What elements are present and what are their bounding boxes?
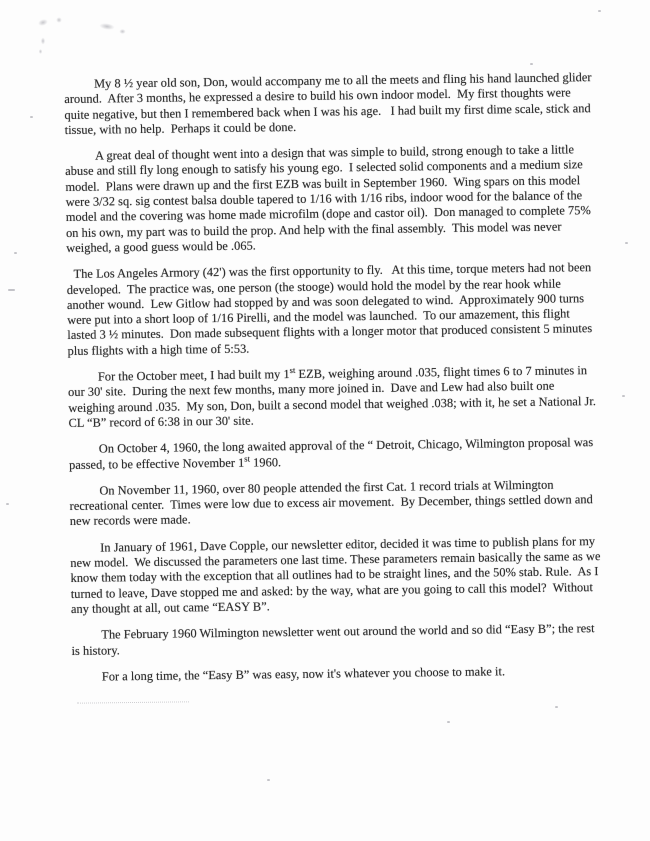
scan-speck [8, 289, 15, 291]
text-run: In January of 1961, Dave Copple, our newsletter editor, decided it was time to publish plans for my new model. We discussed the parameters one last time. These parameters remain basically the same as we know them today with the exception that all outlines had to be straight lines, and the 50% stab. Rule. As I turned to leave, Dave stopped me and asked: by the way, what are you going to call this model? Without any thought at all, out came “EASY B”. [70, 533, 604, 616]
document-body [64, 70, 606, 696]
paragraph [69, 435, 603, 473]
paragraph [64, 70, 599, 138]
paragraph [69, 477, 604, 530]
paragraph [70, 534, 605, 617]
scan-speck [530, 63, 533, 65]
superscript: st [289, 364, 296, 375]
pencil-mark [35, 16, 51, 29]
text-run: My 8 ½ year old son, Don, would accompany me to all the meets and fling his hand launched glider around. After 3 months, he expressed a desire to build his own indoor model. My first thoughts were quite negative, but then I remembered back when I was his age. I had built my first dime scale, stick and tissue, with no help. Perhaps it could be done. [64, 70, 595, 137]
scan-speck [30, 116, 33, 118]
text-run: A great deal of thought went into a design that was simple to build, strong enough to take a little abuse and still fly long enough to satisfy his young ego. I selected solid components and a medium size model. Plans were drawn up and the first EZB was built in September 1960. Wing spars on this model were 3/32 sq. sig contest balsa double tapered to 1/16 with 1/16 ribs, indoor wood for the balance of the model and the covering was home made microfilm (dope and castor oil). Don managed to complete 75% on his own, my part was to build the prop. And help with the final assembly. This model was never weighed, a good guess would be .065. [65, 142, 594, 255]
text-run: EZB, weighing around .035, flight times 6 to 7 minutes in our 30' site. During the next few months, many more joined in. Dave and Lew had also built one weighing around .035. My son, Don, built a second model that weighed .038; with it, he set a National Jr. CL “B” record of 6:38 in our 30' site. [68, 363, 600, 430]
scan-speck [267, 779, 270, 781]
scan-speck [14, 252, 17, 254]
scan-speck [625, 242, 628, 244]
paragraph [68, 363, 603, 431]
scan-speck [6, 503, 9, 505]
text-run: The February 1960 Wilmington newsletter went out around the world and so did “Easy B”; the rest is history. [71, 621, 598, 658]
text-run: On November 11, 1960, over 80 people attended the first Cat. 1 record trials at Wilmington recreational center. Times were low due to excess air movement. By December, things settled down and new records were made. [69, 477, 596, 529]
paragraph [66, 260, 601, 359]
pencil-mark [38, 48, 43, 55]
text-run: The Los Angeles Armory (42') was the first opportunity to fly. At this time, torque meters had not been developed. The practice was, one person (the stooge) would hold the model by the rear hook while another wound. Lew Gitlow had stopped by and was soon delegated to wind. Approximately 900 turns were put into a short loop of 1/16 Pirelli, and the model was launched. To our amazement, this flight lasted 3 ½ minutes. Don made subsequent flights with a longer motor that produced consistent 5 minutes plus flights with a high time of 5:53. [66, 260, 596, 358]
pencil-mark [40, 36, 46, 46]
text-run: On October 4, 1960, the long awaited approval of the “ Detroit, Chicago, Wilmington proposal was passed, to be effective November 1 [68, 435, 597, 472]
text-run: 1960. [249, 454, 282, 470]
paragraph [71, 621, 605, 659]
pencil-mark [55, 16, 63, 24]
paragraph [72, 663, 606, 685]
scan-speck [622, 395, 625, 397]
pencil-mark [95, 21, 118, 33]
text-run: For a long time, the “Easy B” was easy, now it's whatever you choose to make it. [101, 664, 506, 684]
paragraph [65, 142, 600, 256]
superscript: st [244, 453, 251, 464]
text-run: For the October meet, I had built my 1 [97, 367, 290, 384]
scan-speck [447, 721, 450, 723]
scan-artifact-line [77, 701, 189, 703]
pencil-mark [118, 28, 127, 35]
scan-speck [555, 706, 558, 708]
scan-speck [598, 10, 601, 12]
